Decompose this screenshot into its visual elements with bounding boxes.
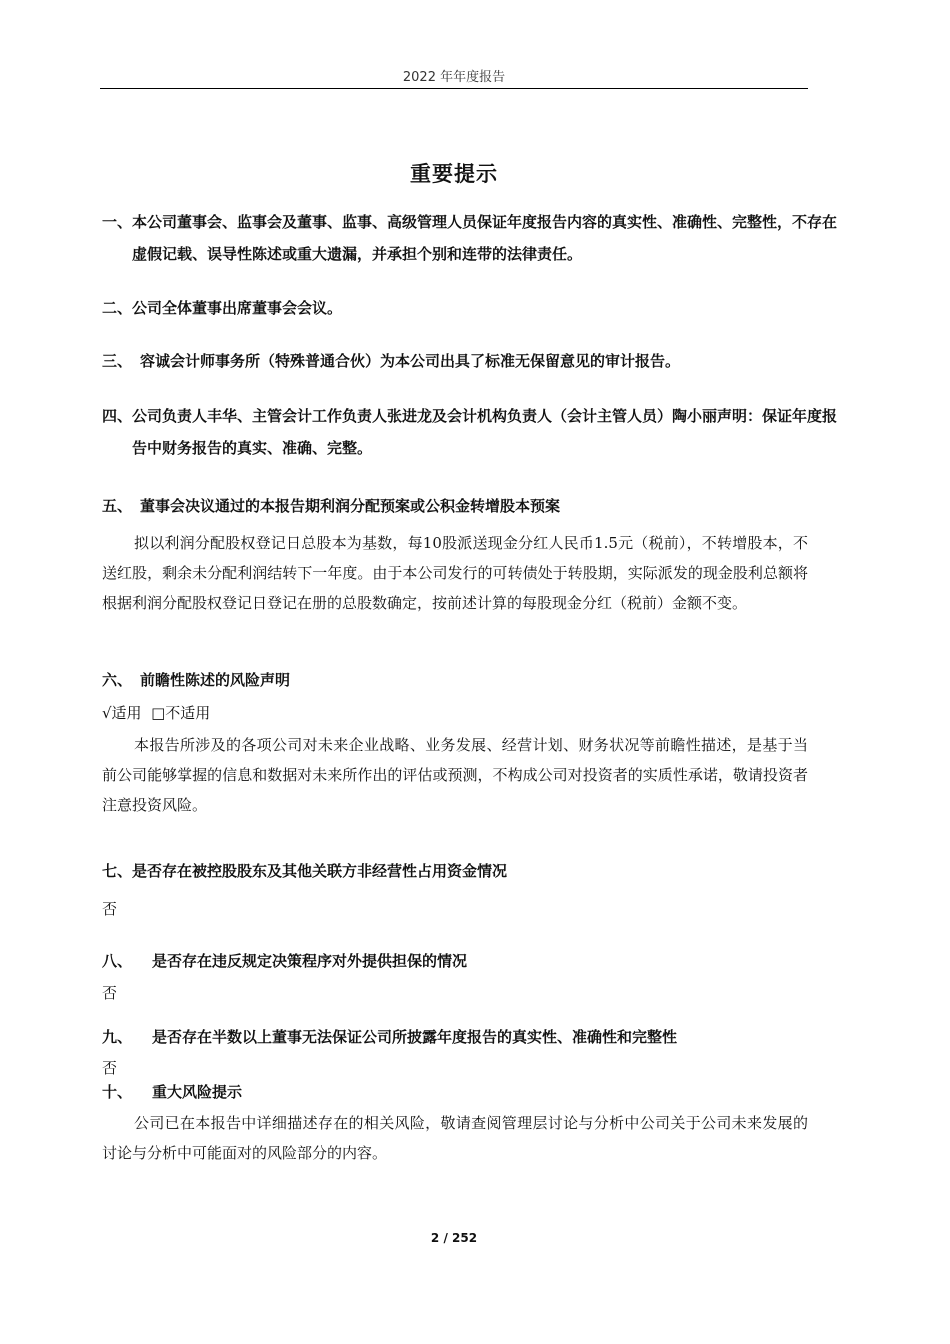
item-5-heading — [102, 490, 808, 522]
item-3-text: 容诚会计师事务所（特殊普通合伙）为本公司出具了标准无保留意见的审计报告。 — [140, 352, 681, 370]
item-6-body: 本报告所涉及的各项公司对未来企业战略、业务发展、经营计划、财务状况等前瞻性描述，是基于当前公司能够掌握的信息和数据对未来所作出的评估或预测，不构成公司对投资者的实质性承诺，敬请投资者注意投资风险。 — [102, 736, 808, 814]
item-9-text: 是否存在半数以上董事无法保证公司所披露年度报告的真实性、准确性和完整性 — [152, 1028, 678, 1046]
item-8-text: 是否存在违反规定决策程序对外提供担保的情况 — [152, 952, 468, 970]
item-9-heading — [102, 1021, 808, 1053]
item-3-number: 三、 — [102, 352, 133, 370]
item-7-text: 是否存在被控股股东及其他关联方非经营性占用资金情况 — [132, 862, 508, 880]
item-9-number: 九、 — [102, 1028, 133, 1046]
item-8-heading — [102, 945, 808, 977]
item-2 — [102, 292, 808, 324]
item-2-text: 公司全体董事出席董事会会议。 — [132, 299, 343, 317]
item-5-body: 拟以利润分配股权登记日总股本为基数，每10股派送现金分红人民币1.5元（税前），不转增股本，不送红股，剩余未分配利润结转下一年度。由于本公司发行的可转债处于转股期，实际派发的现金股利总额将根据利润分配股权登记日登记在册的总股数确定，按前述计算的每股现金分红（税前）金额不变。 — [102, 534, 808, 612]
item-10-number: 十、 — [102, 1083, 133, 1101]
item-8-number: 八、 — [102, 952, 133, 970]
item-6-text: 前瞻性陈述的风险声明 — [140, 671, 291, 689]
item-3 — [102, 345, 808, 377]
item-7-answer: 否 — [102, 900, 118, 918]
item-6-heading — [102, 664, 808, 696]
item-8-answer: 否 — [102, 984, 118, 1002]
item-6-number: 六、 — [102, 671, 133, 689]
header-divider — [100, 88, 808, 89]
item-5-number: 五、 — [102, 497, 133, 515]
item-1-text: 本公司董事会、监事会及董事、监事、高级管理人员保证年度报告内容的真实性、准确性、完整性，不存在虚假记载、误导性陈述或重大遗漏，并承担个别和连带的法律责任。 — [132, 213, 838, 263]
item-2-number: 二、 — [102, 299, 133, 317]
item-1-number: 一、 — [102, 213, 133, 231]
page-number: 2 / 252 — [430, 1231, 478, 1245]
item-10-body: 公司已在本报告中详细描述存在的相关风险，敬请查阅管理层讨论与分析中公司关于公司未来发展的讨论与分析中可能面对的风险部分的内容。 — [102, 1114, 808, 1162]
not-applicable-checkbox: □不适用 — [151, 704, 211, 722]
section-title: 重要提示 — [410, 162, 498, 186]
item-7-heading — [102, 855, 808, 887]
item-1 — [102, 206, 838, 270]
item-5-text: 董事会决议通过的本报告期利润分配预案或公积金转增股本预案 — [140, 497, 561, 515]
applicable-checkbox: √适用 — [102, 704, 142, 722]
item-4-number: 四、 — [102, 407, 133, 425]
item-4 — [102, 400, 838, 464]
item-10-text: 重大风险提示 — [152, 1083, 243, 1101]
item-9-answer: 否 — [102, 1059, 118, 1077]
item-6-options — [102, 701, 808, 725]
item-4-text: 公司负责人丰华、主管会计工作负责人张进龙及会计机构负责人（会计主管人员）陶小丽声明：保证年度报告中财务报告的真实、准确、完整。 — [132, 407, 838, 457]
page-header: 2022 年年度报告 — [402, 70, 506, 85]
item-10-heading — [102, 1076, 808, 1108]
item-7-number: 七、 — [102, 862, 133, 880]
